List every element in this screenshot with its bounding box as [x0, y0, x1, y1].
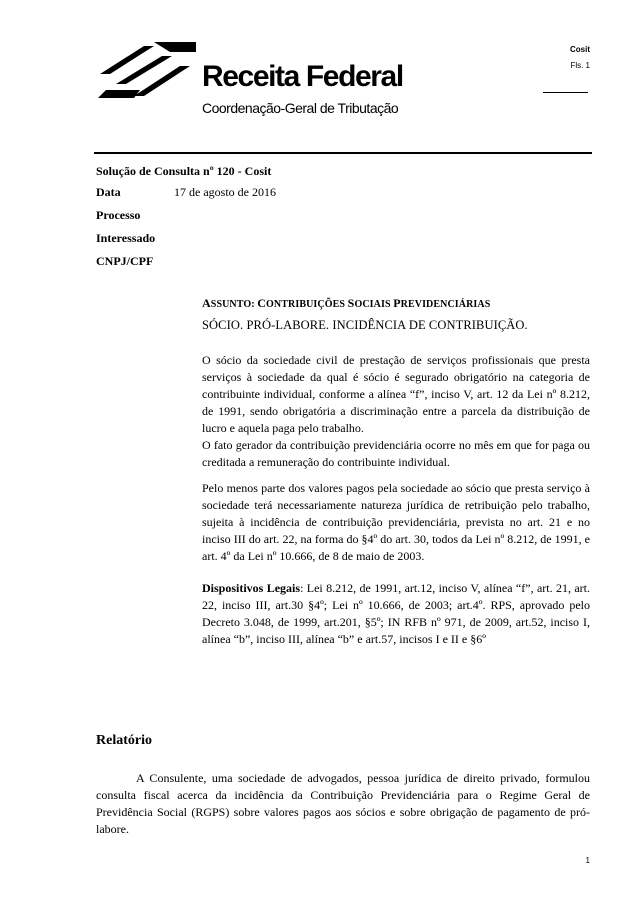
- cnpj-label: CNPJ/CPF: [96, 254, 154, 268]
- folio-label: Fls. 1: [570, 61, 590, 70]
- ementa-paragraph-3: [202, 480, 590, 565]
- page-number: 1: [585, 856, 590, 865]
- ementa-paragraph-text: O fato gerador da contribuição previdenciária ocorre no mês em que for paga ou creditada a remuneração do contribuinte individual.: [202, 438, 590, 469]
- logo-wordmark: Receita Federal: [202, 60, 403, 93]
- header-divider: [94, 152, 592, 154]
- report-heading: Relatório: [96, 733, 152, 748]
- legal-provisions-text: : Lei 8.212, de 1991, art.12, inciso V, alínea “f”, art. 21, art. 22, inciso III, art.30 §4º; Lei nº 10.666, de 2003; art.4º. RPS, aprovado pelo Decreto 3.048, de 1999, art.201, §5º; IN RFB nº 971, de 2009, art.52, inciso I, alínea “b”, inciso III, alínea “b” e art.57, incisos I e II e §6º: [202, 581, 590, 646]
- ementa-paragraph-2: [202, 437, 590, 471]
- document-title: Solução de Consulta nº 120 - Cosit: [96, 164, 272, 178]
- org-code: Cosit: [570, 45, 590, 54]
- process-label: Processo: [96, 208, 141, 222]
- folio-signature-line: [543, 92, 588, 93]
- legal-provisions-label: Dispositivos Legais: [202, 581, 301, 595]
- header-subtitle: Coordenação-Geral de Tributação: [202, 100, 399, 116]
- subject-line: [202, 296, 490, 311]
- date-label: Data: [96, 185, 121, 199]
- legal-provisions: [202, 580, 590, 648]
- ementa-paragraph-text: O sócio da sociedade civil de prestação de serviços profissionais que presta serviços à sociedade da qual é sócio é segurado obrigatório na categoria de contribuinte individual, conforme a alínea “f”, inciso V, art. 12 da Lei nº 8.212, de 1991, sendo obrigatória a discriminação entre a parcela da distribuição de lucro e aquela paga pelo trabalho.: [202, 353, 590, 435]
- ementa-paragraph-1: [202, 352, 590, 437]
- subject-value: CONTRIBUIÇÕES SOCIAIS PREVIDENCIÁRIAS: [257, 296, 491, 310]
- report-paragraph: A Consulente, uma sociedade de advogados, pessoa jurídica de direito privado, formulou consulta fiscal acerca da incidência da Contribuição Previdenciária para o Regime Geral de Previdência Social (RGPS) sobre valores pagos aos sócios e sobre obrigação de pagamento de pró-labore.: [96, 771, 590, 836]
- ementa-paragraph-text: Pelo menos parte dos valores pagos pela sociedade ao sócio que presta serviço à sociedade terá necessariamente natureza jurídica de retribuição pelo trabalho, sujeita à incidência de contribuição previdenciária, prevista no art. 21 e no inciso III do art. 22, na forma do §4º do art. 30, todos da Lei nº 8.212, de 1991, e art. 4º da Lei nº 10.666, de 8 de maio de 2003.: [202, 481, 590, 563]
- interested-label: Interessado: [96, 231, 156, 245]
- subject-topics: SÓCIO. PRÓ-LABORE. INCIDÊNCIA DE CONTRIBUIÇÃO.: [202, 318, 528, 332]
- subject-prefix: ASSUNTO:: [202, 296, 255, 310]
- date-value: 17 de agosto de 2016: [174, 185, 276, 199]
- receita-federal-logo: [96, 42, 200, 100]
